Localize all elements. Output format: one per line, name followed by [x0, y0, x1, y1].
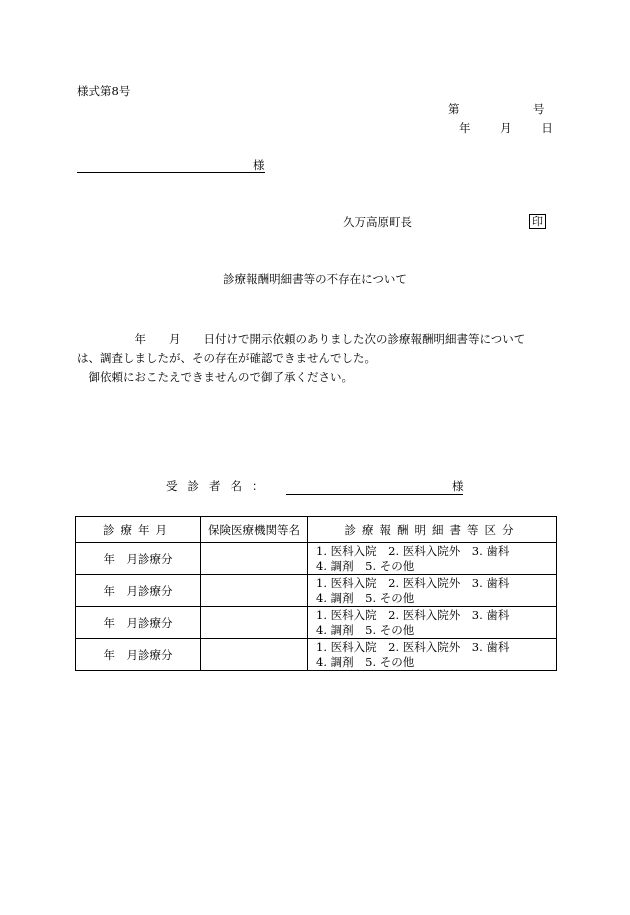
row-period: 年 月診療分 — [76, 607, 201, 639]
category-line-1: 1. 医科入院 2. 医科入院外 3. 歯科 — [316, 607, 510, 622]
row-institution — [201, 575, 308, 607]
header-institution: 保険医療機関等名 — [201, 517, 308, 543]
table-row — [76, 639, 557, 671]
date-year: 年 — [459, 121, 471, 135]
table-row — [76, 543, 557, 575]
header-category: 診療報酬明細書等区分 — [308, 517, 557, 543]
body-text — [77, 330, 557, 387]
document-number-prefix: 第 — [448, 102, 460, 116]
row-period: 年 月診療分 — [76, 575, 201, 607]
row-category — [308, 543, 557, 575]
category-line-2: 4. 調剤 5. その他 — [316, 622, 415, 637]
header-period: 診療年月 — [76, 517, 201, 543]
patient-honorific: 様 — [452, 479, 464, 493]
row-period: 年 月診療分 — [76, 639, 201, 671]
addressee-line — [77, 172, 265, 173]
row-category — [308, 639, 557, 671]
row-category — [308, 575, 557, 607]
body-line-2: は、調査しましたが、その存在が確認できませんでした。 — [77, 351, 376, 365]
category-line-1: 1. 医科入院 2. 医科入院外 3. 歯科 — [316, 639, 510, 654]
issue-date — [459, 123, 553, 135]
row-period: 年 月診療分 — [76, 543, 201, 575]
date-day: 日 — [541, 121, 553, 135]
records-table — [75, 516, 557, 671]
table-header-row — [76, 517, 557, 543]
row-institution — [201, 607, 308, 639]
document-title: 診療報酬明細書等の不存在について — [223, 272, 407, 286]
table-row — [76, 607, 557, 639]
row-category — [308, 607, 557, 639]
table-row — [76, 575, 557, 607]
sender-name: 久万高原町長 — [343, 215, 412, 229]
category-line-1: 1. 医科入院 2. 医科入院外 3. 歯科 — [316, 575, 510, 590]
category-line-2: 4. 調剤 5. その他 — [316, 558, 415, 573]
category-line-2: 4. 調剤 5. その他 — [316, 654, 415, 669]
seal-mark: 印 — [529, 214, 546, 229]
body-line-3: 御依頼におこたえできませんので御了承ください。 — [77, 370, 353, 384]
document-number-suffix: 号 — [533, 102, 545, 116]
patient-name-line — [286, 494, 463, 495]
category-line-1: 1. 医科入院 2. 医科入院外 3. 歯科 — [316, 543, 510, 558]
body-line-1: 年 月 日付けで開示依頼のありました次の診療報酬明細書等について — [77, 332, 526, 346]
date-month: 月 — [500, 121, 512, 135]
form-number: 様式第8号 — [77, 84, 131, 98]
addressee-honorific: 様 — [253, 158, 265, 172]
category-line-2: 4. 調剤 5. その他 — [316, 590, 415, 605]
patient-name-label: 受診者名： — [166, 479, 274, 493]
row-institution — [201, 543, 308, 575]
row-institution — [201, 639, 308, 671]
